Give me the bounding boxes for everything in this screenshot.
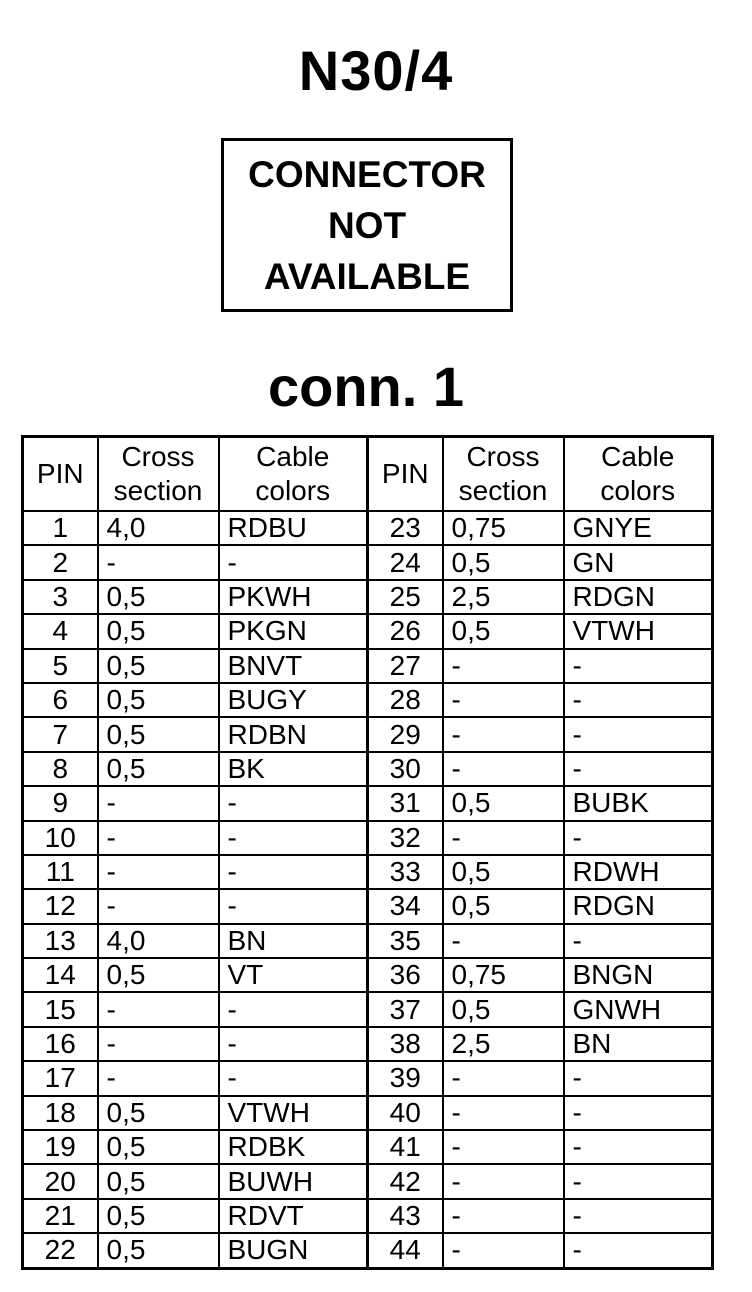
- cable-color-cell: VT: [219, 958, 368, 992]
- cross-section-cell: 0,5: [98, 717, 219, 751]
- pin-number-cell: 32: [368, 821, 443, 855]
- cable-color-cell: -: [219, 992, 368, 1026]
- pin-number-cell: 11: [23, 855, 98, 889]
- table-row: [23, 752, 713, 786]
- cross-section-cell: 0,5: [443, 614, 564, 648]
- cable-color-cell: BN: [564, 1027, 713, 1061]
- cable-color-cell: RDGN: [564, 580, 713, 614]
- cable-color-cell: GN: [564, 545, 713, 579]
- pin-number-cell: 5: [23, 649, 98, 683]
- table-row: [23, 855, 713, 889]
- pin-number-cell: 41: [368, 1130, 443, 1164]
- pin-number-cell: 14: [23, 958, 98, 992]
- pin-number-cell: 3: [23, 580, 98, 614]
- cable-color-cell: BK: [219, 752, 368, 786]
- cable-color-cell: -: [219, 545, 368, 579]
- pin-number-cell: 28: [368, 683, 443, 717]
- pin-number-cell: 2: [23, 545, 98, 579]
- cable-color-cell: RDBN: [219, 717, 368, 751]
- cross-section-cell: 0,5: [98, 1199, 219, 1233]
- cable-color-cell: -: [219, 1027, 368, 1061]
- table-row: [23, 1233, 713, 1268]
- pin-number-cell: 35: [368, 924, 443, 958]
- cable-color-cell: PKWH: [219, 580, 368, 614]
- cross-section-cell: -: [443, 1096, 564, 1130]
- cable-color-cell: -: [564, 924, 713, 958]
- table-row: [23, 1096, 713, 1130]
- cross-section-cell: 0,5: [98, 752, 219, 786]
- pin-number-cell: 22: [23, 1233, 98, 1268]
- pin-number-cell: 12: [23, 889, 98, 923]
- pin-number-cell: 15: [23, 992, 98, 1026]
- cable-color-cell: -: [219, 855, 368, 889]
- table-row: [23, 683, 713, 717]
- cross-section-cell: 2,5: [443, 580, 564, 614]
- cross-section-cell: -: [98, 545, 219, 579]
- cable-color-cell: BUBK: [564, 786, 713, 820]
- header-cable-colors: Cable colors: [219, 437, 368, 512]
- cable-color-cell: -: [564, 1164, 713, 1198]
- cross-section-cell: -: [443, 821, 564, 855]
- cross-section-cell: -: [98, 821, 219, 855]
- cross-section-cell: 2,5: [443, 1027, 564, 1061]
- cable-color-cell: BUGN: [219, 1233, 368, 1268]
- cross-section-cell: 0,5: [443, 786, 564, 820]
- header-pin: PIN: [23, 437, 98, 512]
- cable-color-cell: -: [564, 649, 713, 683]
- table-row: [23, 580, 713, 614]
- pin-number-cell: 29: [368, 717, 443, 751]
- pin-number-cell: 13: [23, 924, 98, 958]
- cross-section-cell: -: [443, 1199, 564, 1233]
- pin-number-cell: 17: [23, 1061, 98, 1095]
- cross-section-cell: 0,5: [98, 614, 219, 648]
- pin-rows: [23, 511, 713, 1268]
- cross-section-cell: -: [98, 1061, 219, 1095]
- cross-section-cell: -: [443, 1061, 564, 1095]
- table-row: [23, 786, 713, 820]
- header-pin: PIN: [368, 437, 443, 512]
- cable-color-cell: BUGY: [219, 683, 368, 717]
- table-row: [23, 545, 713, 579]
- pin-assignment-table: [21, 435, 714, 1270]
- pin-number-cell: 40: [368, 1096, 443, 1130]
- pin-number-cell: 27: [368, 649, 443, 683]
- cable-color-cell: BUWH: [219, 1164, 368, 1198]
- cross-section-cell: 0,5: [98, 958, 219, 992]
- connector-title: conn. 1: [267, 355, 465, 418]
- pin-number-cell: 9: [23, 786, 98, 820]
- pin-number-cell: 34: [368, 889, 443, 923]
- pin-number-cell: 42: [368, 1164, 443, 1198]
- cable-color-cell: RDBU: [219, 511, 368, 545]
- pin-number-cell: 8: [23, 752, 98, 786]
- cable-color-cell: -: [564, 683, 713, 717]
- table-row: [23, 924, 713, 958]
- pin-number-cell: 26: [368, 614, 443, 648]
- table-row: [23, 821, 713, 855]
- cross-section-cell: -: [443, 717, 564, 751]
- table-row: [23, 958, 713, 992]
- pin-number-cell: 44: [368, 1233, 443, 1268]
- cable-color-cell: RDVT: [219, 1199, 368, 1233]
- pin-number-cell: 1: [23, 511, 98, 545]
- cross-section-cell: -: [443, 649, 564, 683]
- pin-number-cell: 19: [23, 1130, 98, 1164]
- notice-line: AVAILABLE: [263, 255, 471, 297]
- cable-color-cell: RDWH: [564, 855, 713, 889]
- cross-section-cell: -: [443, 683, 564, 717]
- pin-number-cell: 30: [368, 752, 443, 786]
- cable-color-cell: -: [564, 752, 713, 786]
- cross-section-cell: 4,0: [98, 924, 219, 958]
- cross-section-cell: 0,5: [98, 683, 219, 717]
- cable-color-cell: -: [564, 717, 713, 751]
- pin-number-cell: 38: [368, 1027, 443, 1061]
- cable-color-cell: PKGN: [219, 614, 368, 648]
- cable-color-cell: GNWH: [564, 992, 713, 1026]
- pin-number-cell: 6: [23, 683, 98, 717]
- cable-color-cell: -: [564, 1061, 713, 1095]
- cross-section-cell: -: [98, 992, 219, 1026]
- cross-section-cell: -: [98, 855, 219, 889]
- cross-section-cell: -: [443, 1130, 564, 1164]
- cross-section-cell: 0,5: [98, 1233, 219, 1268]
- notice-line: CONNECTOR: [248, 153, 486, 195]
- cross-section-cell: 0,5: [443, 889, 564, 923]
- cable-color-cell: RDBK: [219, 1130, 368, 1164]
- cross-section-cell: 0,5: [443, 545, 564, 579]
- table-row: [23, 649, 713, 683]
- cross-section-cell: 0,75: [443, 958, 564, 992]
- cross-section-cell: 0,5: [98, 580, 219, 614]
- table-header-row: [23, 437, 713, 512]
- header-cross-section: Cross section: [443, 437, 564, 512]
- cross-section-cell: -: [98, 1027, 219, 1061]
- cable-color-cell: -: [564, 1199, 713, 1233]
- pin-number-cell: 39: [368, 1061, 443, 1095]
- cable-color-cell: -: [564, 1096, 713, 1130]
- cable-color-cell: RDGN: [564, 889, 713, 923]
- cable-color-cell: BN: [219, 924, 368, 958]
- pin-number-cell: 7: [23, 717, 98, 751]
- connector-not-available-notice: [221, 138, 513, 312]
- cable-color-cell: VTWH: [564, 614, 713, 648]
- cable-color-cell: -: [219, 1061, 368, 1095]
- pin-number-cell: 36: [368, 958, 443, 992]
- cable-color-cell: -: [564, 821, 713, 855]
- header-cable-colors: Cable colors: [564, 437, 713, 512]
- cable-color-cell: GNYE: [564, 511, 713, 545]
- table-row: [23, 614, 713, 648]
- table-row: [23, 1061, 713, 1095]
- pin-number-cell: 23: [368, 511, 443, 545]
- cable-color-cell: BNVT: [219, 649, 368, 683]
- pin-number-cell: 10: [23, 821, 98, 855]
- table-row: [23, 889, 713, 923]
- cable-color-cell: VTWH: [219, 1096, 368, 1130]
- cross-section-cell: -: [443, 924, 564, 958]
- pin-number-cell: 33: [368, 855, 443, 889]
- table-row: [23, 511, 713, 545]
- notice-line: NOT: [327, 204, 407, 246]
- cross-section-cell: 0,75: [443, 511, 564, 545]
- cross-section-cell: -: [443, 752, 564, 786]
- cross-section-cell: -: [98, 786, 219, 820]
- cable-color-cell: -: [219, 786, 368, 820]
- pin-number-cell: 16: [23, 1027, 98, 1061]
- cable-color-cell: BNGN: [564, 958, 713, 992]
- cross-section-cell: 0,5: [98, 1096, 219, 1130]
- pin-number-cell: 18: [23, 1096, 98, 1130]
- table-row: [23, 1199, 713, 1233]
- pin-number-cell: 43: [368, 1199, 443, 1233]
- cross-section-cell: 0,5: [98, 1164, 219, 1198]
- table-row: [23, 992, 713, 1026]
- pin-number-cell: 25: [368, 580, 443, 614]
- table-row: [23, 1164, 713, 1198]
- cable-color-cell: -: [564, 1233, 713, 1268]
- pin-number-cell: 24: [368, 545, 443, 579]
- cable-color-cell: -: [219, 889, 368, 923]
- header-cross-section: Cross section: [98, 437, 219, 512]
- pin-number-cell: 21: [23, 1199, 98, 1233]
- cross-section-cell: -: [443, 1164, 564, 1198]
- cross-section-cell: 4,0: [98, 511, 219, 545]
- pin-number-cell: 4: [23, 614, 98, 648]
- cross-section-cell: -: [443, 1233, 564, 1268]
- page-title: N30/4: [298, 39, 454, 102]
- pin-number-cell: 20: [23, 1164, 98, 1198]
- table-row: [23, 1130, 713, 1164]
- cable-color-cell: -: [219, 821, 368, 855]
- pin-number-cell: 37: [368, 992, 443, 1026]
- table-row: [23, 1027, 713, 1061]
- cross-section-cell: -: [98, 889, 219, 923]
- pin-number-cell: 31: [368, 786, 443, 820]
- cross-section-cell: 0,5: [443, 855, 564, 889]
- table-row: [23, 717, 713, 751]
- cross-section-cell: 0,5: [443, 992, 564, 1026]
- cross-section-cell: 0,5: [98, 1130, 219, 1164]
- cross-section-cell: 0,5: [98, 649, 219, 683]
- cable-color-cell: -: [564, 1130, 713, 1164]
